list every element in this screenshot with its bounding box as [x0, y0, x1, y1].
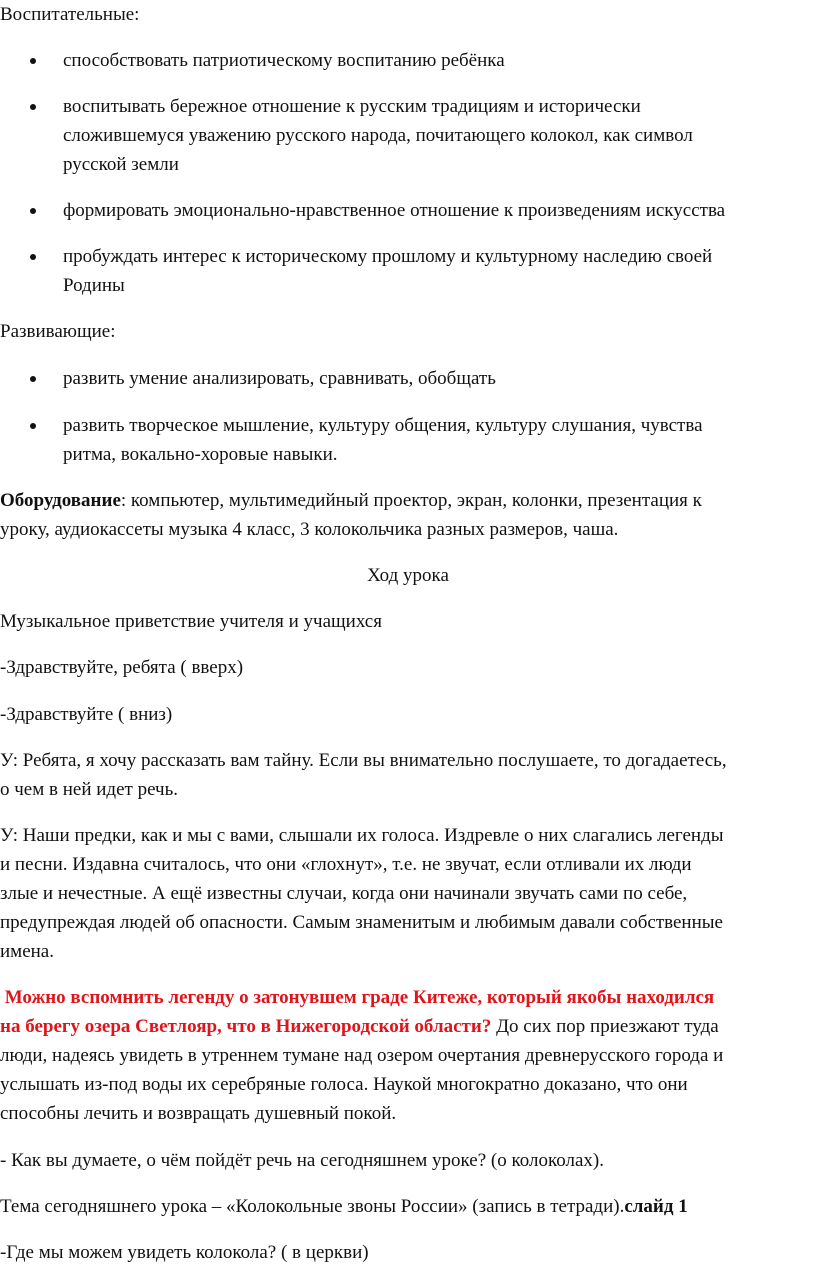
- list-item-continuation: русской земли: [63, 154, 179, 175]
- list-item: пробуждать интерес к историческому прошлому и культурному наследию своей: [63, 246, 713, 267]
- paragraph: о чем в ней идет речь.: [0, 779, 179, 800]
- bullet-icon: [30, 208, 36, 214]
- highlighted-text: на берегу озера Светлояр, что в Нижегородской области?: [0, 1016, 492, 1037]
- paragraph: У: Наши предки, как и мы с вами, слышали их голоса. Издревле о них слагались легенды: [0, 825, 724, 846]
- paragraph: -Где мы можем увидеть колокола? ( в церкви): [0, 1242, 369, 1263]
- paragraph: и песни. Издавна считалось, что они «глохнут», т.е. не звучат, если отливали их люди: [0, 854, 692, 875]
- bullet-icon: [30, 254, 36, 260]
- paragraph: [0, 1015, 719, 1039]
- paragraph: -Здравствуйте ( вниз): [0, 704, 173, 725]
- paragraph: -Здравствуйте, ребята ( вверх): [0, 657, 244, 678]
- paragraph: [0, 1195, 688, 1219]
- paragraph: - Как вы думаете, о чём пойдёт речь на сегодняшнем уроке? (о колоколах).: [0, 1150, 605, 1171]
- section-heading-educational: Воспитательные:: [0, 4, 140, 25]
- paragraph-text: До сих пор приезжают туда: [491, 1016, 719, 1037]
- paragraph: У: Ребята, я хочу рассказать вам тайну. Если вы внимательно послушаете, то догадаетесь,: [0, 750, 727, 771]
- equipment-line-2: уроку, аудиокассеты музыка 4 класс, 3 колокольчика разных размеров, чаша.: [0, 519, 619, 540]
- list-item: способствовать патриотическому воспитанию ребёнка: [63, 50, 505, 71]
- list-item: развить умение анализировать, сравнивать, обобщать: [63, 368, 496, 389]
- bullet-icon: [30, 376, 36, 382]
- paragraph: люди, надеясь увидеть в утреннем тумане над озером очертания древнерусского города и: [0, 1045, 724, 1066]
- list-item-continuation: Родины: [63, 275, 125, 296]
- paragraph: злые и нечестные. А ещё известны случаи, когда они начинали звучать сами по себе,: [0, 883, 688, 904]
- paragraph: способны лечить и возвращать душевный покой.: [0, 1103, 397, 1124]
- topic-text: Тема сегодняшнего урока – «Колокольные звоны России» (запись в тетради).: [0, 1196, 625, 1217]
- slide-label: слайд 1: [624, 1196, 688, 1217]
- list-item: развить творческое мышление, культуру общения, культуру слушания, чувства: [63, 415, 703, 436]
- equipment-text: : компьютер, мультимедийный проектор, экран, колонки, презентация к: [120, 490, 702, 511]
- equipment-line: [0, 489, 702, 513]
- list-item-continuation: сложившемуся уважению русского народа, почитающего колокол, как символ: [63, 125, 693, 146]
- bullet-icon: [30, 423, 36, 429]
- bullet-icon: [30, 104, 36, 110]
- bullet-icon: [30, 58, 36, 64]
- paragraph: Музыкальное приветствие учителя и учащихся: [0, 611, 382, 632]
- section-heading-developing: Развивающие:: [0, 321, 116, 342]
- paragraph: услышать из-под воды их серебряные голоса. Наукой многократно доказано, что они: [0, 1074, 688, 1095]
- lesson-heading: Ход урока: [367, 565, 449, 586]
- list-item-continuation: ритма, вокально-хоровые навыки.: [63, 444, 338, 465]
- list-item: формировать эмоционально-нравственное отношение к произведениям искусства: [63, 200, 726, 221]
- list-item: воспитывать бережное отношение к русским традициям и исторически: [63, 96, 641, 117]
- paragraph: имена.: [0, 941, 54, 962]
- paragraph: предупреждая людей об опасности. Самым знаменитым и любимым давали собственные: [0, 912, 723, 933]
- highlighted-text: Можно вспомнить легенду о затонувшем граде Китеже, который якобы находился: [0, 987, 715, 1008]
- equipment-label: Оборудование: [0, 490, 121, 511]
